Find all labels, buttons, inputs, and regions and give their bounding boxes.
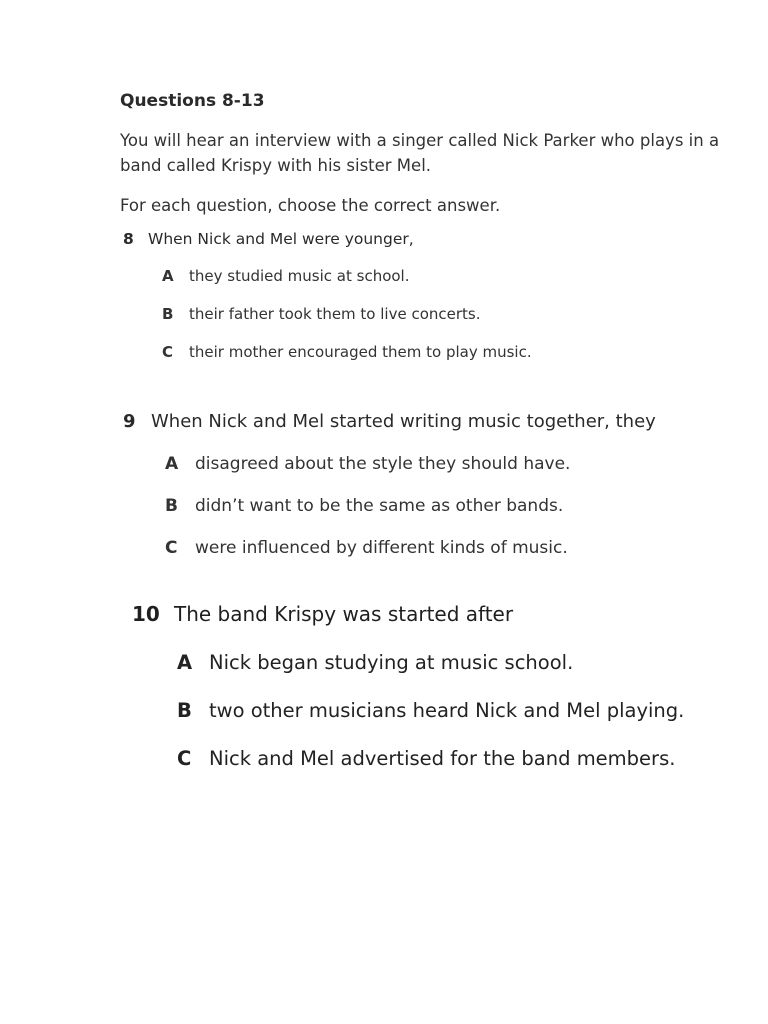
option-text: their father took them to live concerts.	[189, 305, 481, 323]
option-text: were influenced by different kinds of music.	[195, 538, 568, 558]
option-text: didn’t want to be the same as other bands.	[195, 496, 564, 516]
page-title: Questions 8-13	[120, 91, 265, 111]
option-c[interactable]	[177, 747, 675, 770]
option-text: their mother encouraged them to play music.	[189, 343, 532, 361]
option-a[interactable]	[165, 454, 570, 474]
option-letter: A	[162, 267, 174, 285]
option-a[interactable]	[162, 267, 410, 285]
option-letter: C	[165, 538, 178, 558]
question-text: When Nick and Mel were younger,	[148, 230, 414, 248]
question-stem	[123, 411, 656, 432]
option-letter: B	[162, 305, 174, 323]
intro-text: You will hear an interview with a singer called Nick Parker who plays in a band called Krispy with his sister Mel.	[120, 131, 720, 175]
question-text: When Nick and Mel started writing music together, they	[151, 411, 656, 432]
question-number: 9	[123, 411, 136, 432]
option-text: two other musicians heard Nick and Mel playing.	[209, 699, 685, 722]
option-text: disagreed about the style they should have.	[195, 454, 571, 474]
question-stem	[123, 230, 414, 248]
option-letter: C	[162, 343, 174, 361]
option-b[interactable]	[162, 305, 481, 323]
option-letter: A	[177, 651, 193, 674]
option-letter: B	[165, 496, 178, 516]
option-text: they studied music at school.	[189, 267, 410, 285]
option-letter: A	[165, 454, 179, 474]
option-b[interactable]	[177, 699, 684, 722]
option-b[interactable]	[165, 496, 563, 516]
option-letter: B	[177, 699, 192, 722]
option-a[interactable]	[177, 651, 573, 674]
option-text: Nick and Mel advertised for the band members.	[209, 747, 676, 770]
option-text: Nick began studying at music school.	[209, 651, 574, 674]
question-stem	[132, 602, 513, 626]
option-c[interactable]	[165, 538, 568, 558]
question-number: 8	[123, 230, 134, 248]
option-letter: C	[177, 747, 192, 770]
instruction-text: For each question, choose the correct answer.	[120, 196, 501, 215]
question-number: 10	[132, 602, 160, 626]
option-c[interactable]	[162, 343, 532, 361]
question-text: The band Krispy was started after	[174, 602, 514, 626]
